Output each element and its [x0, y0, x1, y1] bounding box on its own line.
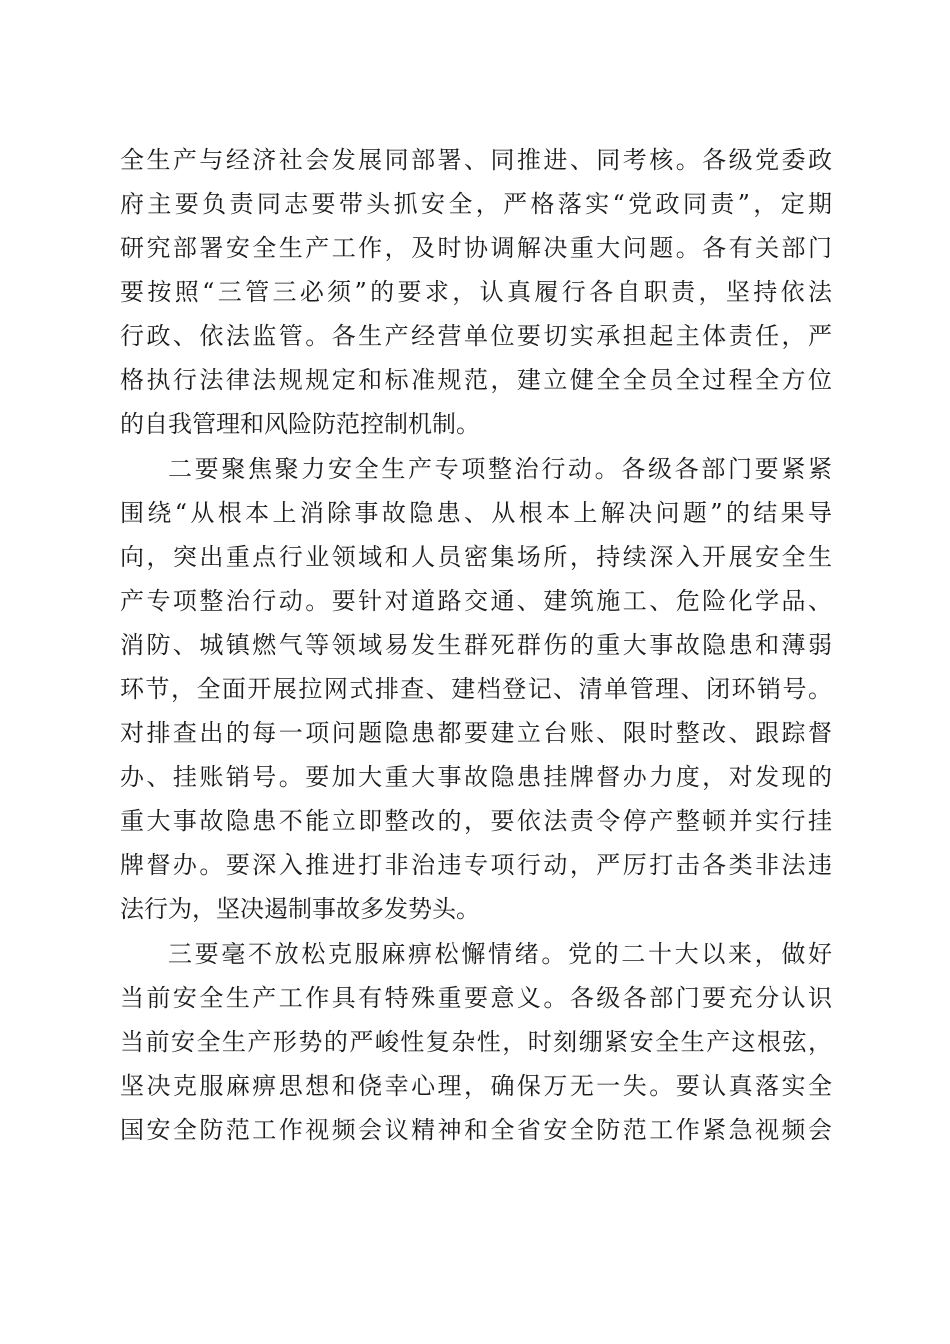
- paragraph-line: 行政、依法监管。各生产经营单位要切实承担起主体责任，严: [120, 322, 832, 350]
- paragraph-line: 当前安全生产形势的严峻性复杂性，时刻绷紧安全生产这根弦，: [120, 1028, 832, 1056]
- paragraph-line: 全生产与经济社会发展同部署、同推进、同考核。各级党委政: [120, 146, 832, 174]
- paragraph-line: 法行为，坚决遏制事故多发势头。: [120, 895, 480, 923]
- paragraph-line: 要按照“三管三必须”的要求，认真履行各自职责，坚持依法: [120, 278, 832, 306]
- paragraph-line: 府主要负责同志要带头抓安全，严格落实“党政同责”，定期: [120, 190, 832, 218]
- paragraph-line: 二要聚焦聚力安全生产专项整治行动。各级各部门要紧紧: [168, 455, 832, 483]
- paragraph-line: 研究部署安全生产工作，及时协调解决重大问题。各有关部门: [120, 234, 832, 262]
- paragraph-line: 牌督办。要深入推进打非治违专项行动，严厉打击各类非法违: [120, 851, 832, 879]
- paragraph-line: 格执行法律法规规定和标准规范，建立健全全员全过程全方位: [120, 366, 832, 394]
- paragraph-line: 坚决克服麻痹思想和侥幸心理，确保万无一失。要认真落实全: [120, 1072, 832, 1100]
- paragraph-line: 围绕“从根本上消除事故隐患、从根本上解决问题”的结果导: [120, 499, 832, 527]
- paragraph-line: 产专项整治行动。要针对道路交通、建筑施工、危险化学品、: [120, 587, 832, 615]
- paragraph-line: 对排查出的每一项问题隐患都要建立台账、限时整改、跟踪督: [120, 719, 832, 747]
- paragraph-line: 三要毫不放松克服麻痹松懈情绪。党的二十大以来，做好: [168, 940, 832, 968]
- paragraph-line: 向，突出重点行业领域和人员密集场所，持续深入开展安全生: [120, 543, 832, 571]
- paragraph-line: 环节，全面开展拉网式排查、建档登记、清单管理、闭环销号。: [120, 675, 832, 703]
- paragraph-line: 消防、城镇燃气等领域易发生群死群伤的重大事故隐患和薄弱: [120, 631, 832, 659]
- paragraph-line: 重大事故隐患不能立即整改的，要依法责令停产整顿并实行挂: [120, 807, 832, 835]
- paragraph-line: 办、挂账销号。要加大重大事故隐患挂牌督办力度，对发现的: [120, 763, 832, 791]
- paragraph-line: 国安全防范工作视频会议精神和全省安全防范工作紧急视频会: [120, 1116, 832, 1144]
- paragraph-line: 的自我管理和风险防范控制机制。: [120, 410, 480, 438]
- paragraph-line: 当前安全生产工作具有特殊重要意义。各级各部门要充分认识: [120, 984, 832, 1012]
